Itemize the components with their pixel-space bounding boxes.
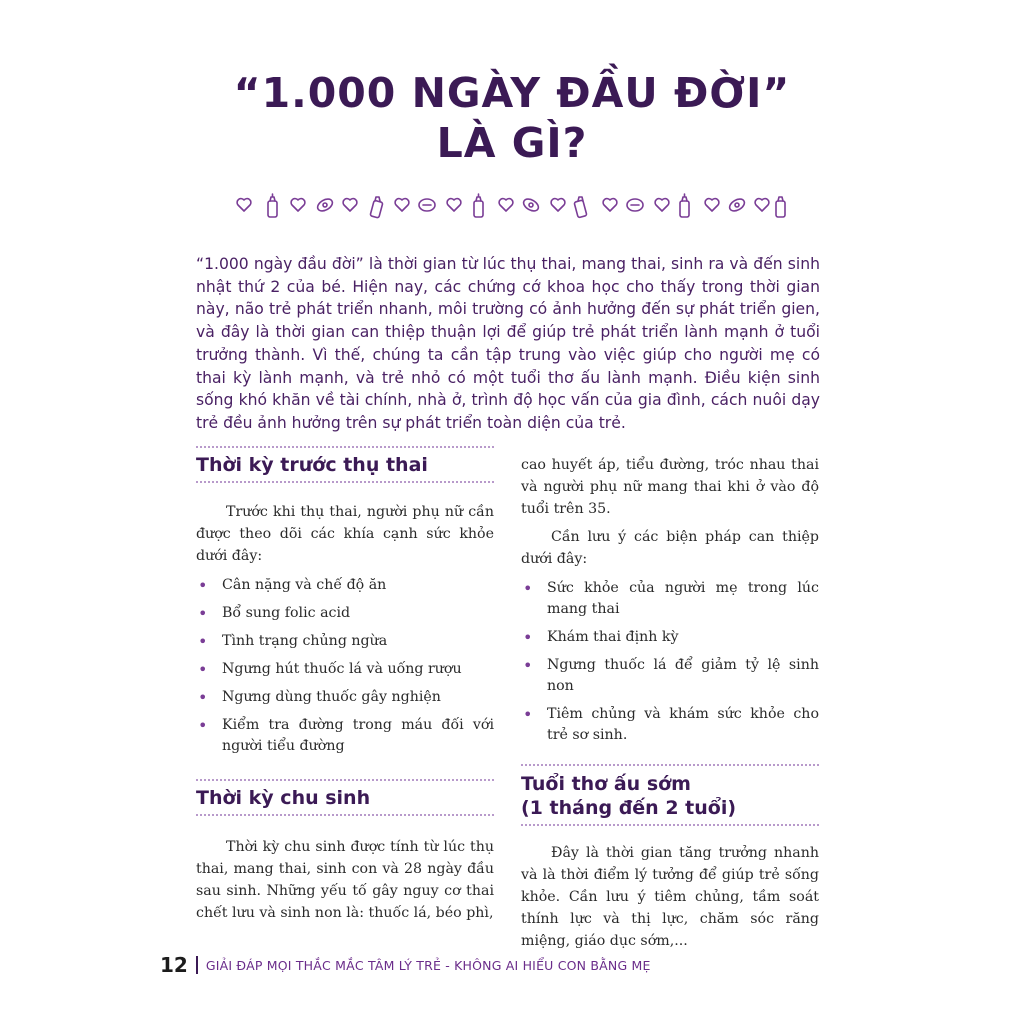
heart-icon: [499, 199, 513, 211]
pacifier-icon: [316, 197, 335, 214]
list-item: • Cân nặng và chế độ ăn: [196, 575, 494, 596]
early-childhood-text: Đây là thời gian tăng trưởng nhanh và là thời điểm lý tưởng để giúp trẻ sống khỏe. Cần lưu ý tiêm chủng, tầm soát thính lực và thị lực, chăm sóc răng miệng, giáo dục sớm,...: [521, 845, 819, 949]
heart-icon: [551, 199, 565, 211]
bottle-icon: [574, 197, 587, 218]
bottle-icon: [370, 197, 383, 218]
list-item: • Ngưng thuốc lá để giảm tỷ lệ sinh non: [521, 655, 819, 697]
title-line-2: LÀ GÌ?: [436, 119, 588, 167]
title-line-1: “1.000 NGÀY ĐẦU ĐỜI”: [233, 69, 791, 117]
baby-icons-ornament: [236, 189, 788, 221]
book-title: GIẢI ĐÁP MỌI THẮC MẮC TÂM LÝ TRẺ - KHÔNG AI HIỂU CON BẰNG MẸ: [205, 957, 651, 973]
pacifier-icon: [522, 197, 541, 214]
preconception-intro: Trước khi thụ thai, người phụ nữ cần được theo dõi các khía cạnh sức khỏe dưới đây:: [196, 504, 494, 564]
heart-icon: [705, 199, 719, 211]
list-item: • Ngưng hút thuốc lá và uống rượu: [196, 659, 494, 680]
rattle-icon: [419, 199, 435, 211]
heart-icon: [343, 199, 357, 211]
heart-icon: [395, 199, 409, 211]
bottle-icon: [776, 197, 785, 217]
list-item: • Kiểm tra đường trong máu đối với người tiểu đường: [196, 715, 494, 757]
list-item: • Tiêm chủng và khám sức khỏe cho trẻ sơ sinh.: [521, 704, 819, 746]
list-item: • Ngưng dùng thuốc gây nghiện: [196, 687, 494, 708]
list-item: • Tình trạng chủng ngừa: [196, 631, 494, 652]
heart-icon: [447, 199, 461, 211]
perinatal-list: [521, 578, 819, 746]
perinatal-text-left: Thời kỳ chu sinh được tính từ lúc thụ thai, mang thai, sinh con và 28 ngày đầu sau sinh. Những yếu tố gây nguy cơ thai chết lưu và sinh non là: thuốc lá, béo phì,: [196, 839, 494, 921]
heart-icon: [603, 199, 617, 211]
footer-divider: [196, 956, 198, 974]
list-item: • Bổ sung folic acid: [196, 603, 494, 624]
pacifier-icon: [728, 197, 747, 214]
page-title: [0, 68, 1024, 168]
bottle-icon: [268, 194, 277, 217]
heart-icon: [237, 199, 251, 211]
heart-icon: [291, 199, 305, 211]
intro-paragraph: “1.000 ngày đầu đời” là thời gian từ lúc thụ thai, mang thai, sinh ra và đến sinh nhật thứ 2 của bé. Hiện nay, các chứng cớ khoa học cho thấy trong thời gian này, não trẻ phát triển nhanh, môi trường có ảnh hưởng đến sự phát triển gien, và đây là thời gian can thiệp thuận lợi để giúp trẻ phát triển lành mạnh ở tuổi trưởng thành. Vì thế, chúng ta cần tập trung vào việc giúp cho người mẹ có thai kỳ lành mạnh, và trẻ nhỏ có một tuổi thơ ấu lành mạnh. Điều kiện sinh sống khó khăn về tài chính, nhà ở, trình độ học vấn của gia đình, cách nuôi dạy trẻ đều ảnh hưởng trên sự phát triển toàn diện của trẻ.: [196, 255, 820, 432]
list-item: • Khám thai định kỳ: [521, 627, 819, 648]
early-childhood-heading-line-2: (1 tháng đến 2 tuổi): [521, 797, 737, 819]
perinatal-note: Cần lưu ý các biện pháp can thiệp dưới đây:: [521, 529, 819, 567]
list-item: • Sức khỏe của người mẹ trong lúc mang thai: [521, 578, 819, 620]
page-footer: [160, 951, 860, 979]
section-heading-early-childhood: [521, 764, 819, 826]
early-childhood-heading-line-1: Tuổi thơ ấu sớm: [521, 773, 691, 795]
section-heading-preconception: Thời kỳ trước thụ thai: [196, 446, 494, 483]
bottle-icon: [680, 194, 689, 217]
left-column: [196, 446, 494, 924]
preconception-list: [196, 575, 494, 757]
heart-icon: [655, 199, 669, 211]
rattle-icon: [627, 199, 643, 211]
page-number: 12: [160, 953, 188, 977]
bottle-icon: [474, 194, 483, 217]
heart-icon: [755, 199, 769, 211]
right-column: [521, 454, 819, 952]
perinatal-text-right: cao huyết áp, tiểu đường, tróc nhau thai và người phụ nữ mang thai khi ở vào độ tuổi trên 35.: [521, 457, 819, 517]
section-heading-perinatal: Thời kỳ chu sinh: [196, 779, 494, 816]
